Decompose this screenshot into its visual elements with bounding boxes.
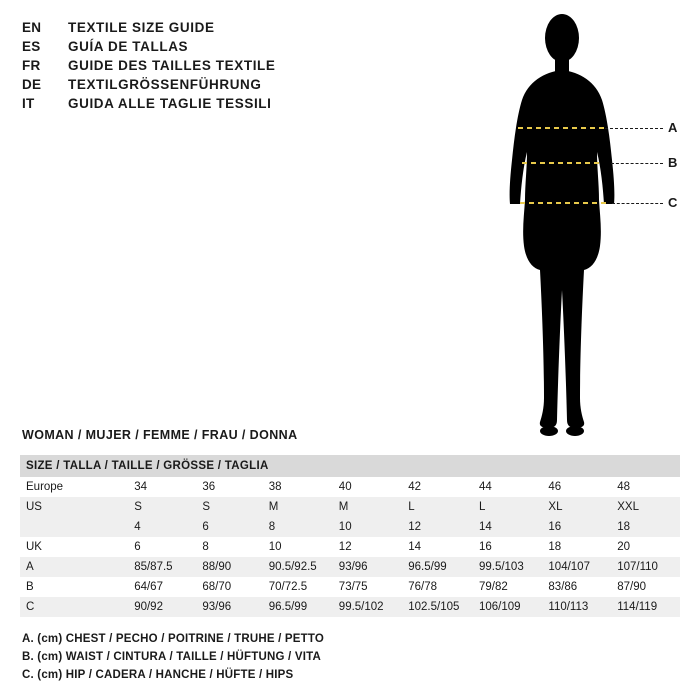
cell: 6 bbox=[128, 537, 196, 557]
cell: 8 bbox=[196, 537, 262, 557]
cell: 90/92 bbox=[128, 597, 196, 617]
cell: 12 bbox=[402, 517, 473, 537]
row-label: A bbox=[20, 557, 128, 577]
cell: 102.5/105 bbox=[402, 597, 473, 617]
cell: 79/82 bbox=[473, 577, 542, 597]
cell: 83/86 bbox=[542, 577, 611, 597]
cell: M bbox=[263, 497, 333, 517]
cell: M bbox=[333, 497, 402, 517]
title-text-es: GUÍA DE TALLAS bbox=[68, 39, 189, 54]
cell: 64/67 bbox=[128, 577, 196, 597]
marker-label-a: A bbox=[668, 120, 678, 135]
cell: 12 bbox=[333, 537, 402, 557]
cell: 96.5/99 bbox=[263, 597, 333, 617]
cell: 70/72.5 bbox=[263, 577, 333, 597]
legend-note-c: C. (cm) HIP / CADERA / HANCHE / HÜFTE / HIPS bbox=[22, 669, 294, 681]
title-block bbox=[22, 20, 442, 115]
cell: 14 bbox=[473, 517, 542, 537]
cell: 10 bbox=[263, 537, 333, 557]
row-label: US bbox=[20, 497, 128, 517]
cell: XXL bbox=[611, 497, 680, 517]
cell: 42 bbox=[402, 477, 473, 497]
cell: 76/78 bbox=[402, 577, 473, 597]
cell: 16 bbox=[473, 537, 542, 557]
cell: 14 bbox=[402, 537, 473, 557]
row-label: C bbox=[20, 597, 128, 617]
leader-line-b bbox=[611, 163, 663, 164]
cell: 44 bbox=[473, 477, 542, 497]
cell: S bbox=[128, 497, 196, 517]
table-header-row bbox=[20, 455, 680, 477]
cell: 68/70 bbox=[196, 577, 262, 597]
row-label bbox=[20, 517, 128, 537]
row-label: B bbox=[20, 577, 128, 597]
cell: 93/96 bbox=[333, 557, 402, 577]
cell: XL bbox=[542, 497, 611, 517]
title-row-fr bbox=[22, 58, 442, 73]
lang-code-es: ES bbox=[22, 39, 41, 54]
cell: 99.5/102 bbox=[333, 597, 402, 617]
table-row bbox=[20, 557, 680, 577]
legend-note-a: A. (cm) CHEST / PECHO / POITRINE / TRUHE / PETTO bbox=[22, 633, 325, 645]
table-header-label: SIZE / TALLA / TAILLE / GRÖSSE / TAGLIA bbox=[20, 455, 680, 477]
cell: 40 bbox=[333, 477, 402, 497]
measurement-legend bbox=[22, 633, 682, 687]
female-silhouette-figure bbox=[470, 8, 690, 438]
leader-line-a bbox=[605, 128, 663, 129]
cell: 107/110 bbox=[611, 557, 680, 577]
cell: S bbox=[196, 497, 262, 517]
cell: 18 bbox=[611, 517, 680, 537]
cell: 4 bbox=[128, 517, 196, 537]
cell: 8 bbox=[263, 517, 333, 537]
table-row bbox=[20, 497, 680, 517]
cell: 96.5/99 bbox=[402, 557, 473, 577]
section-header-woman: WOMAN / MUJER / FEMME / FRAU / DONNA bbox=[22, 428, 298, 442]
cell: 36 bbox=[196, 477, 262, 497]
title-text-en: TEXTILE SIZE GUIDE bbox=[68, 20, 215, 35]
cell: 6 bbox=[196, 517, 262, 537]
cell: 20 bbox=[611, 537, 680, 557]
table-row bbox=[20, 477, 680, 497]
title-text-de: TEXTILGRÖSSENFÜHRUNG bbox=[68, 77, 262, 92]
cell: 73/75 bbox=[333, 577, 402, 597]
cell: 87/90 bbox=[611, 577, 680, 597]
marker-label-c: C bbox=[668, 195, 678, 210]
cell: 106/109 bbox=[473, 597, 542, 617]
title-row-en bbox=[22, 20, 442, 35]
cell: 18 bbox=[542, 537, 611, 557]
row-label: UK bbox=[20, 537, 128, 557]
title-text-it: GUIDA ALLE TAGLIE TESSILI bbox=[68, 96, 272, 111]
cell: 114/119 bbox=[611, 597, 680, 617]
cell: L bbox=[402, 497, 473, 517]
leader-line-c bbox=[612, 203, 663, 204]
cell: 48 bbox=[611, 477, 680, 497]
lang-code-it: IT bbox=[22, 96, 35, 111]
table-row bbox=[20, 537, 680, 557]
cell: 93/96 bbox=[196, 597, 262, 617]
table-row bbox=[20, 597, 680, 617]
lang-code-de: DE bbox=[22, 77, 42, 92]
title-row-es bbox=[22, 39, 442, 54]
cell: 10 bbox=[333, 517, 402, 537]
cell: 16 bbox=[542, 517, 611, 537]
title-row-it bbox=[22, 96, 442, 111]
cell: 46 bbox=[542, 477, 611, 497]
cell: L bbox=[473, 497, 542, 517]
cell: 99.5/103 bbox=[473, 557, 542, 577]
table-row bbox=[20, 577, 680, 597]
lang-code-fr: FR bbox=[22, 58, 41, 73]
size-table bbox=[20, 455, 680, 617]
legend-note-b: B. (cm) WAIST / CINTURA / TAILLE / HÜFTUNG / VITA bbox=[22, 651, 321, 663]
silhouette-svg bbox=[470, 8, 690, 438]
cell: 90.5/92.5 bbox=[263, 557, 333, 577]
lang-code-en: EN bbox=[22, 20, 42, 35]
marker-label-b: B bbox=[668, 155, 678, 170]
cell: 104/107 bbox=[542, 557, 611, 577]
cell: 88/90 bbox=[196, 557, 262, 577]
table-row bbox=[20, 517, 680, 537]
title-text-fr: GUIDE DES TAILLES TEXTILE bbox=[68, 58, 276, 73]
row-label: Europe bbox=[20, 477, 128, 497]
cell: 38 bbox=[263, 477, 333, 497]
cell: 85/87.5 bbox=[128, 557, 196, 577]
title-row-de bbox=[22, 77, 442, 92]
cell: 110/113 bbox=[542, 597, 611, 617]
cell: 34 bbox=[128, 477, 196, 497]
